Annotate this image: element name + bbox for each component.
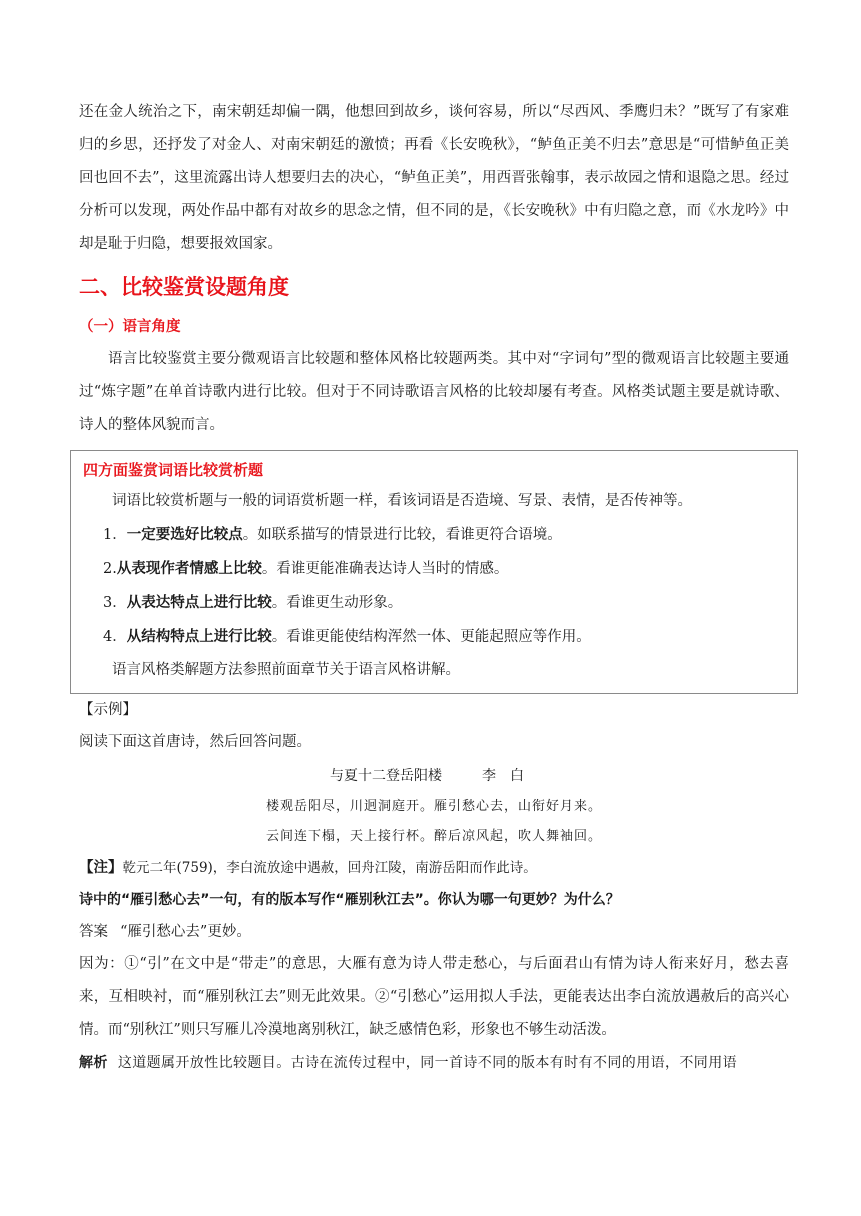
answer-label: 答案: [79, 924, 108, 940]
note-label: 【注】: [79, 860, 123, 876]
intro-paragraph: 还在金人统治之下，南宋朝廷却偏一隅，他想回到故乡，谈何容易，所以“尽西风、季鹰归未？”既写了有家难归的乡思，还抒发了对金人、对南宋朝廷的激愤；再看《长安晚秋》，“鲈鱼正美不归去”意思是“可惜鲈鱼正美回也回不去”，这里流露出诗人想要归去的决心，“鲈鱼正美”，用西晋张翰事，表示故园之情和退隐之思。经过分析可以发现，两处作品中都有对故乡的思念之情，但不同的是，《长安晚秋》中有归隐之意，而《水龙吟》中却是耻于归隐，想要报效国家。: [79, 104, 789, 252]
tips-item-number: 2.: [103, 561, 117, 577]
poem-line: 云间连下榻，天上接行杯。醉后凉风起，吹人舞袖回。: [265, 829, 602, 844]
section-heading: 二、比较鉴赏设题角度: [79, 275, 289, 299]
answer-text: “雁引愁心去”更妙。: [120, 924, 251, 940]
tips-item-detail: 。如联系描写的情景进行比较，看谁更符合语境。: [242, 527, 562, 543]
tips-item-number: 3．: [103, 595, 127, 611]
tips-item-detail: 。看谁更能使结构浑然一体、更能起照应等作用。: [271, 629, 591, 645]
poem-title: [79, 760, 789, 792]
poem-line: 楼观岳阳尽，川迥洞庭开。雁引愁心去，山衔好月来。: [265, 799, 602, 814]
question: 诗中的“雁引愁心去”一句，有的版本写作“雁别秋江去”。你认为哪一句更妙？为什么？: [79, 892, 620, 908]
tips-box-title: 四方面鉴赏词语比较赏析题: [83, 461, 264, 479]
tips-item: [83, 586, 785, 620]
example-label: 【示例】: [79, 702, 137, 718]
answer: [79, 916, 789, 948]
analysis-text: 这道题属开放性比较题目。古诗在流传过程中，同一首诗不同的版本有时有不同的用语，不同用语: [117, 1055, 738, 1071]
tips-item-detail: 。看谁更能准确表达诗人当时的情感。: [261, 561, 509, 577]
note-text: 乾元二年(759)，李白流放途中遇赦，回舟江陵，南游岳阳而作此诗。: [122, 860, 537, 876]
tips-item: [83, 552, 785, 586]
tips-box-outro: 语言风格类解题方法参照前面章节关于语言风格讲解。: [112, 662, 460, 678]
tips-item-keypoint: 从结构特点上进行比较: [126, 628, 272, 645]
tips-item-number: 4．: [103, 629, 127, 645]
analysis: [79, 1047, 789, 1080]
answer-reason: 因为：①“引”在文中是“带走”的意思，大雁有意为诗人带走愁心，与后面君山有情为诗人衔来好月，愁去喜来，互相映衬，而“雁别秋江去”则无此效果。②“引愁心”运用拟人手法，更能表达出李白流放遇赦后的高兴心情。而“别秋江”则只写雁儿冷漠地离别秋江，缺乏感情色彩，形象也不够生动活泼。: [79, 956, 789, 1038]
note: [79, 852, 789, 884]
tips-item-keypoint: 从表现作者情感上比较: [116, 560, 262, 577]
example-instruction: 阅读下面这首唐诗，然后回答问题。: [79, 734, 311, 750]
section-subheading: （一）语言角度: [79, 319, 181, 335]
section-paragraph: 语言比较鉴赏主要分微观语言比较题和整体风格比较题两类。其中对“字词句”型的微观语言比较题主要通过“炼字题”在单首诗歌内进行比较。但对于不同诗歌语言风格的比较却屡有考查。风格类试题主要是就诗歌、诗人的整体风貌而言。: [79, 351, 789, 433]
tips-item-keypoint: 一定要选好比较点: [126, 526, 243, 543]
tips-item: [83, 518, 785, 552]
poem-author: 李白: [482, 768, 538, 784]
tips-box: [70, 450, 798, 694]
tips-item: [83, 620, 785, 654]
document-page: [79, 96, 789, 1080]
tips-item-detail: 。看谁更生动形象。: [271, 595, 403, 611]
tips-box-intro: 词语比较赏析题与一般的词语赏析题一样，看该词语是否造境、写景、表情，是否传神等。: [112, 493, 692, 509]
analysis-label: 解析: [79, 1055, 108, 1071]
tips-item-keypoint: 从表达特点上进行比较: [126, 594, 272, 611]
tips-item-number: 1．: [103, 527, 127, 543]
poem-title-text: 与夏十二登岳阳楼: [330, 768, 442, 784]
